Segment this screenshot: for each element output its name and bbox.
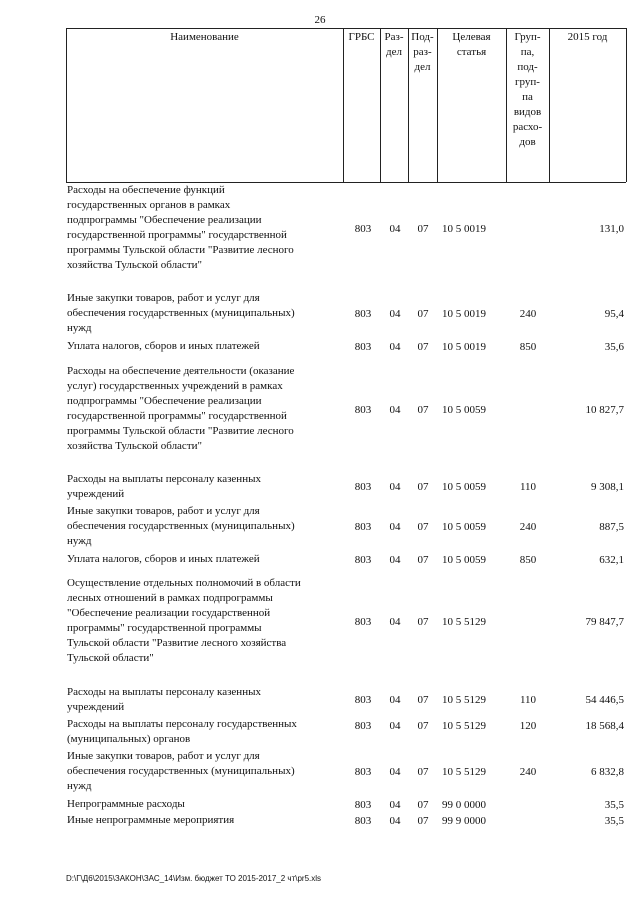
row-tselevaya: 10 5 0019: [442, 308, 486, 320]
row-tselevaya: 10 5 5129: [442, 766, 486, 778]
row-podrazdel: 07: [417, 404, 429, 416]
row-amount: 95,4: [604, 308, 624, 320]
row-amount: 79 847,7: [585, 616, 624, 628]
row-name: Расходы на обеспечение деятельности (оказание услуг) государственных учреждений в рамках подпрограммы "Обеспечение реализации государственной программы" государственной программы Тульской области "Развитие лесного хозяйства Тульской области": [67, 365, 295, 452]
row-razdel: 04: [389, 766, 401, 778]
row-amount: 18 568,4: [585, 720, 624, 732]
row-podrazdel: 07: [417, 554, 429, 566]
row-name: Иные закупки товаров, работ и услуг для обеспечения государственных (муниципальных) нужд: [67, 505, 295, 547]
row-podrazdel: 07: [417, 694, 429, 706]
row-amount: 9 308,1: [591, 481, 624, 493]
table-row: [0, 504, 640, 551]
row-tselevaya: 99 0 0000: [442, 799, 486, 811]
page-number: 26: [314, 14, 326, 26]
row-grbs: 803: [354, 481, 372, 493]
row-tselevaya: 10 5 0059: [442, 404, 486, 416]
row-razdel: 04: [389, 616, 401, 628]
row-tselevaya: 10 5 5129: [442, 616, 486, 628]
table-row: [0, 339, 640, 355]
row-grbs: 803: [354, 799, 372, 811]
header-vid-raskhodov: Груп- па, под- груп- па видов расхо- дов: [512, 31, 543, 148]
row-razdel: 04: [389, 341, 401, 353]
table-row: [0, 685, 640, 716]
row-podrazdel: 07: [417, 521, 429, 533]
row-grbs: 803: [354, 404, 372, 416]
table-row: [0, 813, 640, 829]
row-razdel: 04: [389, 223, 401, 235]
row-name: Расходы на выплаты персоналу казенных учреждений: [67, 686, 261, 713]
row-amount: 887,5: [599, 521, 624, 533]
header-razdel: Раз- дел: [384, 31, 404, 58]
row-amount: 131,0: [599, 223, 624, 235]
table-row: [0, 183, 640, 275]
row-podrazdel: 07: [417, 223, 429, 235]
table-row: [0, 797, 640, 813]
row-podrazdel: 07: [417, 799, 429, 811]
row-vid: 120: [519, 720, 537, 732]
row-name: Иные непрограммные мероприятия: [67, 814, 235, 826]
row-tselevaya: 10 5 0059: [442, 521, 486, 533]
row-name: Уплата налогов, сборов и иных платежей: [67, 340, 260, 352]
row-vid: 240: [519, 308, 537, 320]
row-razdel: 04: [389, 694, 401, 706]
row-podrazdel: 07: [417, 341, 429, 353]
table-row: [0, 749, 640, 796]
row-amount: 35,5: [604, 799, 624, 811]
row-name: Иные закупки товаров, работ и услуг для обеспечения государственных (муниципальных) нужд: [67, 292, 295, 334]
row-vid: 110: [519, 481, 537, 493]
row-grbs: 803: [354, 616, 372, 628]
table-row: [0, 472, 640, 503]
row-name: Расходы на обеспечение функций государственных органов в рамках подпрограммы "Обеспечение реализации государственной программы" государственной программы Тульской области "Развитие лесного хозяйства Тульской области": [67, 184, 294, 271]
row-podrazdel: 07: [417, 766, 429, 778]
row-tselevaya: 10 5 0059: [442, 554, 486, 566]
row-name: Уплата налогов, сборов и иных платежей: [67, 553, 260, 565]
row-amount: 35,6: [604, 341, 624, 353]
row-tselevaya: 10 5 0019: [442, 341, 486, 353]
row-grbs: 803: [354, 694, 372, 706]
row-grbs: 803: [354, 554, 372, 566]
row-vid: 240: [519, 766, 537, 778]
row-razdel: 04: [389, 404, 401, 416]
row-razdel: 04: [389, 521, 401, 533]
header-grbs: ГРБС: [348, 31, 375, 43]
row-grbs: 803: [354, 223, 372, 235]
table-row: [0, 717, 640, 748]
row-tselevaya: 10 5 0019: [442, 223, 486, 235]
header-tselevaya-statya: Целевая статья: [452, 31, 491, 58]
table-row: [0, 552, 640, 568]
row-name: Иные закупки товаров, работ и услуг для обеспечения государственных (муниципальных) нужд: [67, 750, 295, 792]
row-podrazdel: 07: [417, 308, 429, 320]
row-vid: 850: [519, 554, 537, 566]
row-tselevaya: 10 5 5129: [442, 694, 486, 706]
row-tselevaya: 99 9 0000: [442, 815, 486, 827]
row-vid: 110: [519, 694, 537, 706]
row-grbs: 803: [354, 341, 372, 353]
table-row: [0, 291, 640, 338]
row-razdel: 04: [389, 815, 401, 827]
table-row: [0, 364, 640, 456]
header-name: Наименование: [170, 31, 239, 43]
row-grbs: 803: [354, 766, 372, 778]
file-path-footer: D:\Г\Д6\2015\ЗАКОН\ЗАС_14\Изм. бюджет ТО 2015-2017_2 чт\pr5.xls: [66, 874, 322, 883]
row-name: Осуществление отдельных полномочий в области лесных отношений в рамках подпрограммы "Обеспечение реализации государственной программы" государственной программы Тульской области "Развитие лесного хозяйства Тульской области": [67, 577, 301, 664]
row-amount: 6 832,8: [591, 766, 624, 778]
row-grbs: 803: [354, 720, 372, 732]
row-tselevaya: 10 5 0059: [442, 481, 486, 493]
header-top-border: [66, 28, 626, 29]
row-razdel: 04: [389, 720, 401, 732]
header-podrazdel: Под- раз- дел: [411, 31, 434, 73]
row-name: Непрограммные расходы: [67, 798, 185, 810]
row-podrazdel: 07: [417, 815, 429, 827]
row-amount: 35,5: [604, 815, 624, 827]
row-razdel: 04: [389, 481, 401, 493]
row-grbs: 803: [354, 815, 372, 827]
row-razdel: 04: [389, 308, 401, 320]
row-razdel: 04: [389, 554, 401, 566]
row-podrazdel: 07: [417, 616, 429, 628]
row-podrazdel: 07: [417, 481, 429, 493]
row-podrazdel: 07: [417, 720, 429, 732]
table-row: [0, 576, 640, 668]
header-divider: [343, 28, 344, 182]
header-divider: [626, 28, 627, 182]
row-amount: 10 827,7: [585, 404, 624, 416]
row-amount: 54 446,5: [585, 694, 624, 706]
row-grbs: 803: [354, 521, 372, 533]
header-divider: [66, 28, 67, 182]
row-amount: 632,1: [599, 554, 624, 566]
row-vid: 850: [519, 341, 537, 353]
row-razdel: 04: [389, 799, 401, 811]
row-grbs: 803: [354, 308, 372, 320]
row-vid: 240: [519, 521, 537, 533]
row-tselevaya: 10 5 5129: [442, 720, 486, 732]
row-name: Расходы на выплаты персоналу казенных учреждений: [67, 473, 261, 500]
row-name: Расходы на выплаты персоналу государственных (муниципальных) органов: [67, 718, 297, 745]
header-divider: [549, 28, 550, 182]
header-year: 2015 год: [567, 31, 608, 43]
